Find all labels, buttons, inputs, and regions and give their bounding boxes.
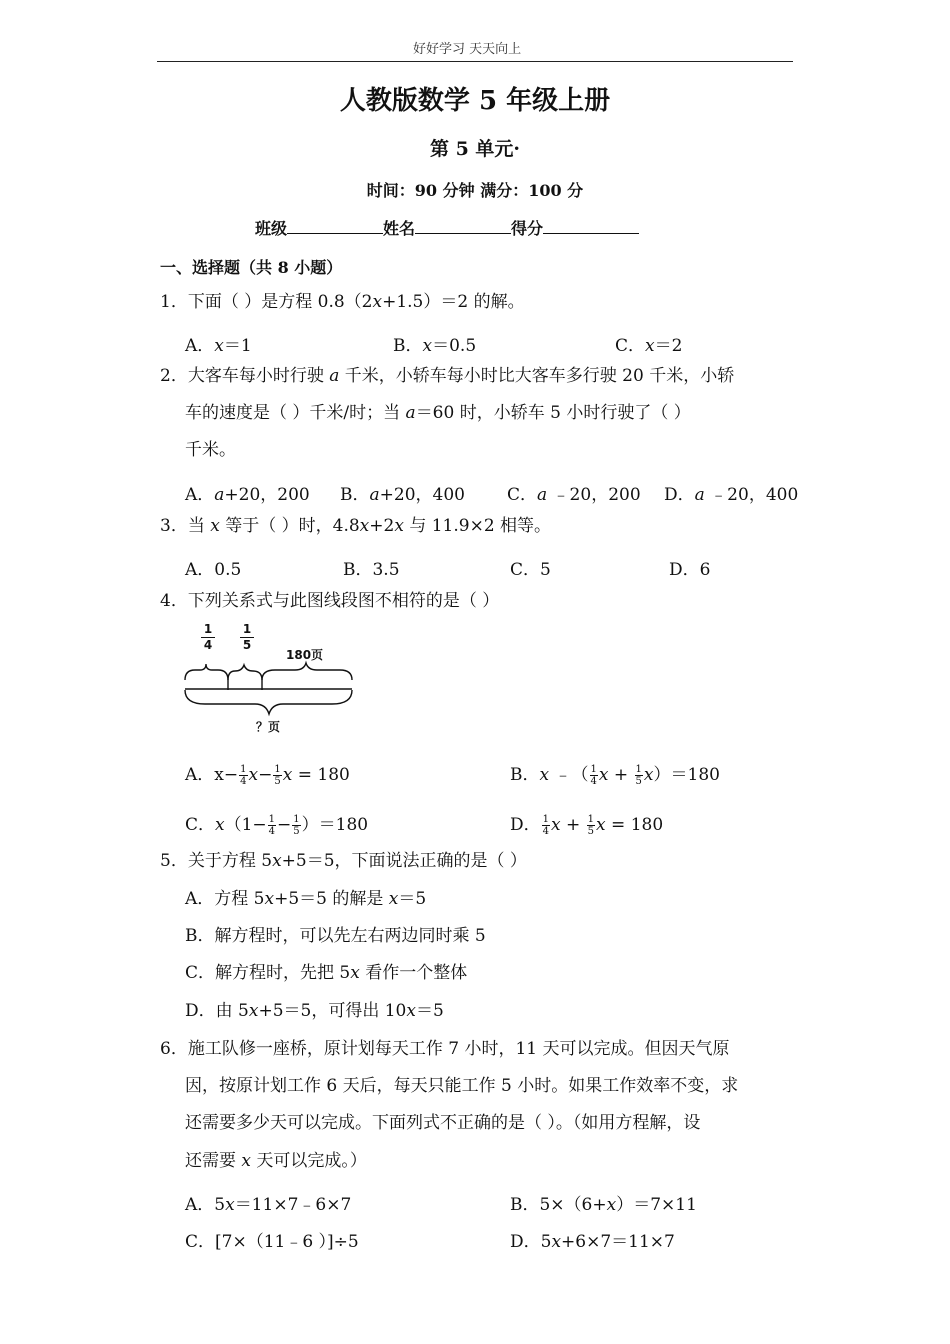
q4-option-b[interactable]: B．x ﹣（ $\frac{1}{4}$ x + $\frac{1}{5}$ x）＝180 xyxy=(510,764,720,787)
header-slogan: 好好学习 天天向上 xyxy=(413,42,522,57)
question-6-line2: 因，按原计划工作 6 天后，每天只能工作 5 小时。如果工作效率不变，求 xyxy=(185,1076,739,1096)
brace-180 xyxy=(262,663,352,680)
question-5: 5．关于方程 5x+5＝5，下面说法正确的是（ ） xyxy=(160,851,527,871)
q1-option-c[interactable]: C．x＝2 xyxy=(615,336,683,356)
brace-fifth xyxy=(228,665,262,680)
q4-option-a[interactable]: A．x− $\frac{1}{4}$ x− $\frac{1}{5}$ x = 180 xyxy=(185,764,350,787)
q5-option-d[interactable]: D．由 5x+5＝5，可得出 10x＝5 xyxy=(185,1001,444,1021)
name-label: 姓名 xyxy=(383,219,416,238)
question-1: 1．下面（ ）是方程 0.8（2x+1.5）＝2 的解。 xyxy=(160,292,525,312)
question-6: 6．施工队修一座桥，原计划每天工作 7 小时，11 天可以完成。但因天气原 xyxy=(160,1039,730,1059)
class-blank[interactable] xyxy=(287,217,383,234)
q2-option-c[interactable]: C．a ﹣20，200 xyxy=(507,485,641,505)
q6-option-c[interactable]: C．[7×（11﹣6 ）]÷5 xyxy=(185,1232,359,1252)
score-blank[interactable] xyxy=(543,217,639,234)
q5-option-c[interactable]: C．解方程时，先把 5x 看作一个整体 xyxy=(185,963,468,983)
q4-option-c[interactable]: C．x（1− $\frac{1}{4}$ − $\frac{1}{5}$ ）＝180 xyxy=(185,814,369,837)
q5-option-a[interactable]: A．方程 5x+5＝5 的解是 x＝5 xyxy=(185,889,427,909)
question-6-line3: 还需要多少天可以完成。下面列式不正确的是（ ）。（如用方程解，设 xyxy=(185,1113,701,1133)
q6-option-a[interactable]: A．5x＝11×7﹣6×7 xyxy=(185,1195,352,1215)
q6-option-b[interactable]: B．5×（6+x）＝7×11 xyxy=(510,1195,697,1215)
question-2: 2．大客车每小时行驶 a 千米，小轿车每小时比大客车多行驶 20 千米，小轿 xyxy=(160,366,735,386)
total-pages-label: ？页 xyxy=(256,720,281,734)
line-segment-diagram xyxy=(180,618,360,743)
doc-title: 人教版数学 5 年级上册 xyxy=(339,86,611,116)
q3-option-d[interactable]: D．6 xyxy=(669,560,711,580)
q1-option-b[interactable]: B．x＝0.5 xyxy=(393,336,477,356)
question-6-line4: 还需要 x 天可以完成。） xyxy=(185,1151,367,1171)
fraction-quarter: 1 4 xyxy=(201,622,215,653)
header-rule xyxy=(157,61,793,62)
unit-title: 第 5 单元· xyxy=(429,138,521,160)
q4-option-d[interactable]: D． $\frac{1}{4}$ x + $\frac{1}{5}$ x = 180 xyxy=(510,814,664,837)
q1-option-a[interactable]: A．x＝1 xyxy=(185,336,252,356)
fraction-fifth: 1 5 xyxy=(240,622,254,653)
time-and-score: 时间：90 分钟 满分：100 分 xyxy=(366,181,584,200)
section-heading: 一、选择题（共 8 小题） xyxy=(160,258,343,277)
q2-option-a[interactable]: A．a+20，200 xyxy=(185,485,310,505)
question-2-line3: 千米。 xyxy=(185,440,236,460)
brace-quarter xyxy=(185,664,228,680)
q5-option-b[interactable]: B．解方程时，可以先左右两边同时乘 5 xyxy=(185,926,486,946)
q3-option-c[interactable]: C．5 xyxy=(510,560,551,580)
q3-option-a[interactable]: A．0.5 xyxy=(185,560,242,580)
brace-total xyxy=(185,690,352,714)
student-fields xyxy=(255,216,639,239)
pages-180-label: 180页 xyxy=(286,648,324,662)
q2-option-b[interactable]: B．a+20，400 xyxy=(340,485,465,505)
q3-option-b[interactable]: B．3.5 xyxy=(343,560,400,580)
question-3: 3．当 x 等于（ ）时，4.8x+2x 与 11.9×2 相等。 xyxy=(160,516,552,536)
question-2-line2: 车的速度是（ ）千米/时；当 a＝60 时，小轿车 5 小时行驶了（ ） xyxy=(185,403,691,423)
name-blank[interactable] xyxy=(415,217,511,234)
class-label: 班级 xyxy=(255,219,288,238)
score-label: 得分 xyxy=(511,219,544,238)
q2-option-d[interactable]: D．a ﹣20，400 xyxy=(664,485,799,505)
question-4: 4．下列关系式与此图线段图不相符的是（ ） xyxy=(160,591,500,611)
q6-option-d[interactable]: D．5x+6×7＝11×7 xyxy=(510,1232,675,1252)
